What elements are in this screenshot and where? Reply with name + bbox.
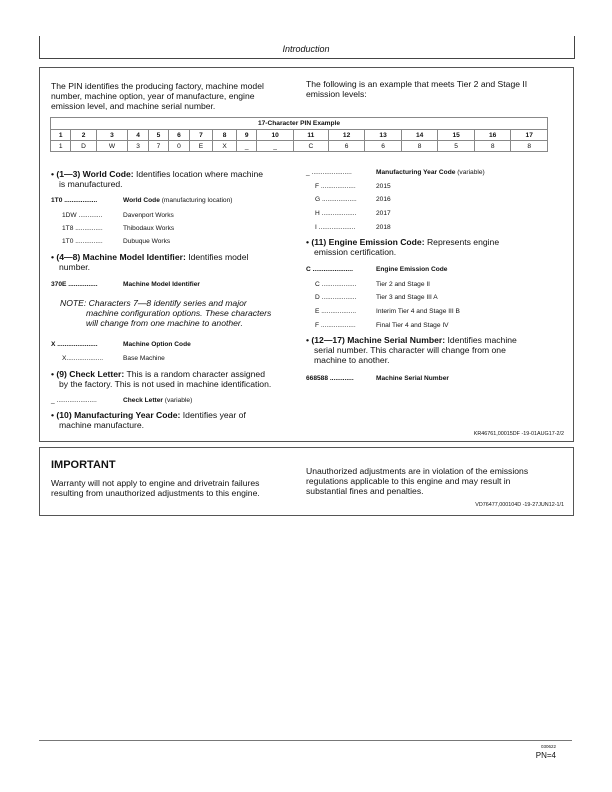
- check-bullet: • (9) Check Letter: This is a random character assigned by the factory. This is not used in machine identification.: [51, 369, 272, 389]
- text: serial number. This character will change from one: [314, 345, 506, 355]
- pin-position-cell: 16: [474, 130, 511, 141]
- pin-char-cell: 5: [438, 141, 475, 152]
- emission-bullet: • (11) Engine Emission Code: Represents engine emission certification.: [306, 237, 500, 257]
- serial-bullet: • (12—17) Machine Serial Number: Identifies machine serial number. This character will change from one machine to another.: [306, 335, 517, 365]
- pin-position-cell: 14: [401, 130, 438, 141]
- row-code: C ...................: [315, 281, 357, 288]
- important-line: substantial fines and penalties.: [306, 486, 424, 496]
- row-code: E ...................: [315, 308, 357, 315]
- label: Manufacturing Year Code: [376, 169, 456, 176]
- row-code: F ...................: [315, 322, 356, 329]
- important-right: [306, 466, 528, 496]
- text: Identifies year of: [182, 410, 246, 420]
- pin-char-cell: 1: [51, 141, 71, 152]
- row-code: H ...................: [315, 210, 357, 217]
- year-key-code: _ ......................: [306, 169, 352, 176]
- world-code-bullet: • (1—3) World Code: Identifies location where machine is manufactured.: [51, 169, 264, 189]
- pin-position-cell: 4: [128, 130, 148, 141]
- intro-line: The following is an example that meets Tier 2 and Stage II: [306, 79, 528, 89]
- row-label: 2016: [376, 196, 391, 203]
- pin-position-cell: 7: [189, 130, 213, 141]
- pin-position-cell: 6: [169, 130, 189, 141]
- heading: (11) Engine Emission Code:: [311, 237, 425, 247]
- world-key-label: [123, 197, 232, 205]
- pin-char-cell: 6: [328, 141, 365, 152]
- row-label: Davenport Works: [123, 212, 174, 219]
- row-label: Dubuque Works: [123, 238, 171, 245]
- text: number.: [59, 262, 91, 272]
- row-code: 1DW .............: [62, 212, 103, 219]
- pin-position-cell: 1: [51, 130, 71, 141]
- row-label: 2018: [376, 224, 391, 231]
- pin-position-cell: 13: [365, 130, 402, 141]
- heading: (1—3) World Code:: [56, 169, 134, 179]
- option-key-code: X ......................: [51, 341, 98, 348]
- row-label: Final Tier 4 and Stage IV: [376, 322, 449, 329]
- pin-char-cell: E: [189, 141, 213, 152]
- intro-line: emission level, and machine serial number.: [51, 101, 216, 111]
- footer-code: 030622: [540, 744, 556, 749]
- option-key-label: Machine Option Code: [123, 341, 191, 348]
- serial-key-code: 668588 .............: [306, 375, 354, 382]
- note-line: machine configuration options. These characters: [86, 308, 272, 318]
- world-key-code: 1T0 ..................: [51, 197, 98, 204]
- pin-char-cell: C: [293, 141, 328, 152]
- check-key-code: _ ......................: [51, 397, 97, 404]
- reference-code: VD76477,000104D -19-27JUN12-1/1: [475, 502, 564, 508]
- row-code: 1T0 ...............: [62, 238, 103, 245]
- check-key-label: [123, 397, 192, 405]
- pin-char-cell: 8: [474, 141, 511, 152]
- pin-char-cell: X: [213, 141, 237, 152]
- intro-right: [306, 79, 527, 99]
- suffix: (variable): [164, 397, 193, 404]
- text: is manufactured.: [59, 179, 123, 189]
- intro-line: number, machine option, year of manufacture, engine: [51, 91, 255, 101]
- pin-char-cell: 6: [365, 141, 402, 152]
- note-line: will change from one machine to another.: [86, 318, 243, 328]
- pin-position-cell: 12: [328, 130, 365, 141]
- note: [60, 298, 271, 328]
- intro-line: emission levels:: [306, 89, 367, 99]
- pin-position-cell: 11: [293, 130, 328, 141]
- label: Check Letter: [123, 397, 163, 404]
- row-label: 2015: [376, 183, 391, 190]
- suffix: (variable): [457, 169, 485, 176]
- note-line: NOTE: Characters 7—8 identify series and major: [60, 298, 247, 308]
- row-code: G ...................: [315, 196, 357, 203]
- pin-char-cell: 8: [511, 141, 548, 152]
- row-label: 2017: [376, 210, 391, 217]
- pin-position-cell: 8: [213, 130, 237, 141]
- text: Identifies location where machine: [135, 169, 264, 179]
- pin-char-cell: 3: [128, 141, 148, 152]
- important-line: regulations applicable to this engine and may result in: [306, 476, 511, 486]
- page-number: PN=4: [535, 751, 556, 760]
- pin-char-cell: 8: [401, 141, 438, 152]
- pin-position-cell: 10: [257, 130, 294, 141]
- emission-key-code: C ......................: [306, 266, 353, 273]
- row-code: X....................: [62, 355, 104, 362]
- pin-char-cell: W: [96, 141, 128, 152]
- heading: (12—17) Machine Serial Number:: [311, 335, 446, 345]
- model-key-label: Machine Model Identifier: [123, 281, 200, 288]
- row-label: Tier 2 and Stage II: [376, 281, 431, 288]
- text: emission certification.: [314, 247, 397, 257]
- text: machine manufacture.: [59, 420, 145, 430]
- row-label: Base Machine: [123, 355, 165, 362]
- label: World Code: [123, 197, 160, 204]
- pin-example-table: [50, 117, 548, 152]
- row-code: 1T8 ...............: [62, 225, 103, 232]
- year-bullet: • (10) Manufacturing Year Code: Identifies year of machine manufacture.: [51, 410, 246, 430]
- text: Identifies machine: [447, 335, 517, 345]
- important-left: [51, 478, 260, 498]
- row-code: F ...................: [315, 183, 356, 190]
- text: This is a random character assigned: [126, 369, 265, 379]
- important-line: Unauthorized adjustments are in violation of the emissions: [306, 466, 529, 476]
- page-title: Introduction: [282, 44, 330, 54]
- heading: (4—8) Machine Model Identifier:: [56, 252, 186, 262]
- heading: (10) Manufacturing Year Code:: [56, 410, 181, 420]
- text: by the factory. This is not used in machine identification.: [59, 379, 272, 389]
- row-code: I ....................: [315, 224, 356, 231]
- row-label: Interim Tier 4 and Stage III B: [376, 308, 460, 315]
- pin-char-cell: D: [71, 141, 96, 152]
- pin-position-cell: 17: [511, 130, 548, 141]
- intro-left: [51, 81, 264, 111]
- table-caption: 17-Character PIN Example: [51, 118, 548, 130]
- pin-position-cell: 15: [438, 130, 475, 141]
- serial-key-label: Machine Serial Number: [376, 375, 449, 382]
- row-code: D ...................: [315, 294, 357, 301]
- important-title: IMPORTANT: [51, 459, 116, 471]
- model-key-code: 370E ................: [51, 281, 98, 288]
- text: machine to another.: [314, 355, 390, 365]
- pin-position-cell: 5: [148, 130, 168, 141]
- row-label: Tier 3 and Stage III A: [376, 294, 438, 301]
- important-line: Warranty will not apply to engine and drivetrain failures: [51, 478, 260, 488]
- year-key-label: [376, 169, 485, 177]
- pin-char-cell: 0: [169, 141, 189, 152]
- row-label: Thibodaux Works: [123, 225, 175, 232]
- text: Represents engine: [426, 237, 500, 247]
- pin-char-cell: _: [257, 141, 294, 152]
- pin-position-cell: 3: [96, 130, 128, 141]
- pin-position-cell: 2: [71, 130, 96, 141]
- footer-rule: [39, 740, 572, 741]
- important-line: resulting from unauthorized adjustments to this engine.: [51, 488, 260, 498]
- intro-line: The PIN identifies the producing factory, machine model: [51, 81, 264, 91]
- heading: (9) Check Letter:: [56, 369, 125, 379]
- pin-char-cell: _: [236, 141, 256, 152]
- model-bullet: • (4—8) Machine Model Identifier: Identifies model number.: [51, 252, 249, 272]
- pin-position-cell: 9: [236, 130, 256, 141]
- pin-char-cell: 7: [148, 141, 168, 152]
- emission-key-label: Engine Emission Code: [376, 266, 448, 273]
- reference-code: KR46761,00015DF -19-01AUG17-2/2: [473, 431, 564, 437]
- suffix: (manufacturing location): [161, 197, 233, 204]
- text: Identifies model: [188, 252, 249, 262]
